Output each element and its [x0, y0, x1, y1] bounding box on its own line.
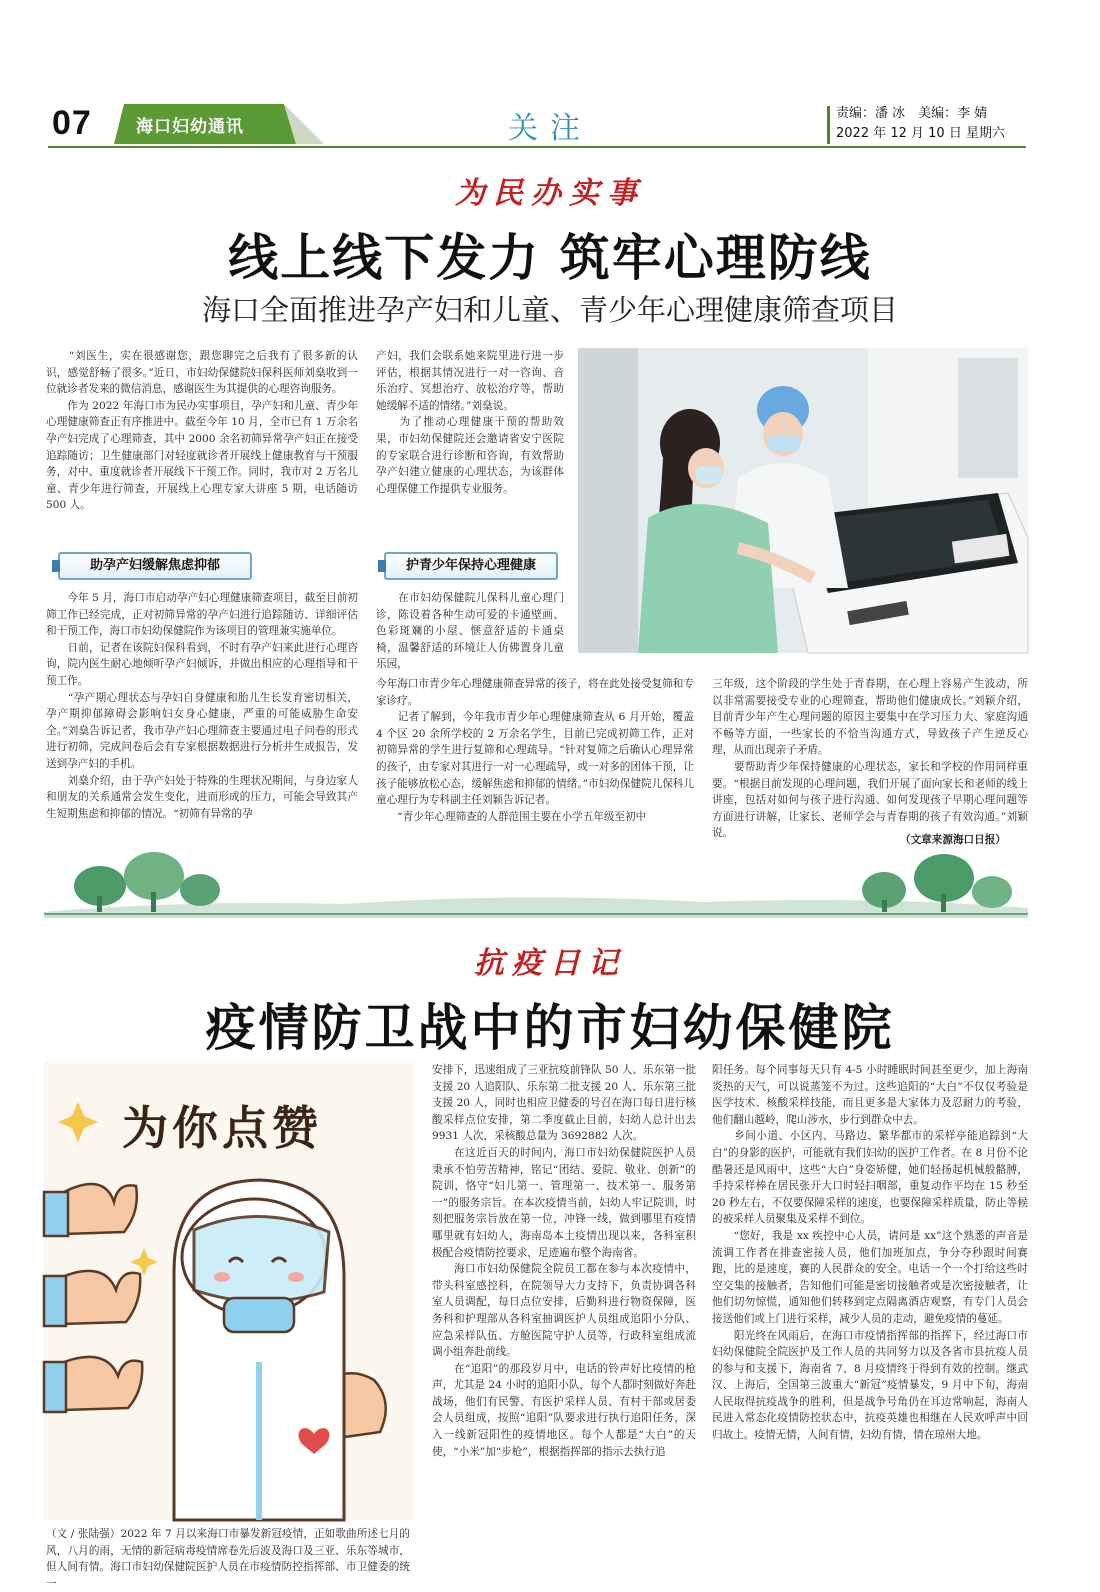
article1-col2-text: 产妇，我们会联系她来院里进行进一步评估，根据其情况进行一对一咨询、音乐治疗、冥想治疗、放松治疗等，帮助她缓解不适的情绪。”刘燊说。 为了推动心理健康干预的帮助效果，市妇幼保健院还会邀请省安宁医院的专家联合进行诊断和咨询，有效帮助孕产妇建立健康的心理状态，为该群体心理保健工作提供专业服务。	[376, 350, 564, 495]
article2-byline: （文 / 张陆强）	[46, 1528, 121, 1540]
article1-col2-text2: 在市妇幼保健院儿保科儿童心理门诊，陈设着各种生动可爱的卡通壁画、色彩斑斓的小屋、惬意舒适的卡通桌椅，温馨舒适的环境让人仿佛置身儿童乐园，	[376, 592, 564, 671]
publication-banner	[114, 104, 324, 144]
article1-subhead-2: 护青少年保持心理健康	[384, 552, 558, 580]
article1-col2-text3: 今年海口市青少年心理健康筛查异常的孩子，将在此处接受复筛和专家诊疗。 记者了解到，今年我市青少年心理健康筛查从 6 月开始，覆盖 4 个区 20 余所学校的 2 万余名学生，目前已完成初筛工作，正对初筛异常的学生进行复筛和心理疏导。“针对复筛之后确认心理异常的孩子，由专家对其进行一对一心理疏导，或一对多的团体干预，让孩子能够放松心态，缓解焦虑和抑郁的情绪。”市妇幼保健院儿保科儿童心理行为专科副主任刘颖告诉记者。 “青少年心理筛查的人群范围主要在小学五年级至初中	[376, 678, 694, 823]
article1-subhead-1: 助孕产妇缓解焦虑抑郁	[58, 552, 252, 580]
section-title: 关注	[508, 111, 592, 146]
page-number: 07	[52, 104, 92, 142]
doctor-thumbs-up-drawing	[44, 1062, 414, 1520]
illustration-caption: 为你点赞	[122, 1101, 322, 1155]
article2-col1-text	[46, 1526, 410, 1590]
tree-divider-illustration	[44, 856, 1028, 918]
editors: 责编：潘 冰 美编：李 婧	[836, 106, 988, 121]
screening-photo	[578, 348, 1028, 653]
publication-name: 海口妇幼通讯	[136, 117, 244, 137]
article1-col1-text2: 今年 5 月，海口市启动孕产妇心理健康筛查项目，截至目前初筛工作已经完成，正对初筛异常的孕产妇进行追踪随访、详细评估和干预工作，海口市妇幼保健院作为该项目的管理兼实施单位。 日前，记者在该院妇保科看到，不时有孕产妇来此进行心理咨询，院内医生耐心地倾听孕产妇倾诉，并做出相应的心理指导和干预工作。 “孕产期心理状态与孕妇自身健康和胎儿生长发育密切相关，孕产期抑郁障碍会影响妇女身心健康，严重的可能威胁生命安全。”刘燊告诉记者，我市孕产妇心理筛查主要通过电子问卷的形式进行初筛，完成问卷后会有专家根据数据进行分析并生成报告，发送到孕产妇的手机。 刘燊介绍，由于孕产妇处于特殊的生理状况期间，与身边家人和朋友的关系通常会发生变化，进而形成的压力，可能会导致其产生短期焦虑和抑郁的情况。“初筛有异常的孕	[46, 592, 358, 820]
article1-col1-text: “刘医生，实在很感谢您，跟您聊完之后我有了很多新的认识，感觉舒畅了很多。”近日，市妇幼保健院妇保科医师刘燊收到一位就诊者发来的微信消息，感谢医生为其提供的心理咨询服务。 作为 2022 年海口市为民办实事项目，孕产妇和儿童、青少年心理健康筛查正有序推进中。截至今年 10 月，全市已有 1 万余名孕产妇完成了心理筛查，其中 2000 余名初筛异常孕产妇正在接受追踪随访；卫生健康部门对轻度就诊者开展线上健康教育与干预服务，对中、重度就诊者开展线下干预工作。同时，我市对 2 万名儿童、青少年进行筛查，开展线上心理专家大讲座 5 期，电话随访 500 人。	[46, 350, 358, 512]
article1-title: 线上线下发力 筑牢心理防线	[228, 229, 872, 287]
article1-subtitle: 海口全面推进孕产妇和儿童、青少年心理健康筛查项目	[201, 293, 898, 327]
issue-date: 2022 年 12 月 10 日 星期六	[836, 126, 1005, 141]
article1-source: （文章来源海口日报）	[900, 834, 1006, 846]
article2-col2-text: 安排下，迅速组成了三亚抗疫前锋队 50 人、乐东第一批支援 20 人追阳队、乐东第二批支援 20 人、乐东第三批支援 20 人，同时也相应卫健委的号召在海口每日进行核酸采样点位安排，第二季度截止目前，妇幼人总计出去 9931 人次，采核酸总量为 3692882 人次。 在这近百天的时间内，海口市妇幼保健院医护人员秉承不怕劳苦精神，铭记“团结、爱院、敬业、创新”的院训，恪守“妇儿第一、管理第一、技术第一、服务第一”的服务宗旨。在本次疫情当前，妇幼人牢记院训，时刻把服务宗旨放在第一位，冲锋一线，做到哪里有疫情哪里就有妇幼人，海南岛本土疫情出现以来，各科室积极配合疫情防控要求，足迹遍布整个海南省。 海口市妇幼保健院全院员工都在参与本次疫情中，带头科室感控科，在院领导大力支持下，负责协调各科室人员调配，每日点位安排，后勤科进行物资保障，医务科和护理部从各科室抽调医护人员组成追阳小分队、应急采样队伍、方舱医院守护人员等，行政科室组成流调小组奔赴前线。 在“追阳”的那段岁月中，电话的铃声好比疫情的枪声，尤其是 24 小时的追阳小队，每个人都时刻做好奔赴战场，他们有民警、有医护采样人员、有村干部或居委会人员组成，按照“追阳”队要求进行执行追阳任务，深入一线新冠阳性的疫情地区。每个人都是“大白”的天使，“小米”加“步枪”，根据指挥部的指示去执行追	[432, 1064, 696, 1458]
header-rule	[48, 146, 1026, 148]
praise-illustration	[44, 1062, 414, 1520]
article1-col3-text: 三年级，这个阶段的学生处于青春期，在心理上容易产生波动，所以非常需要接受专业的心理筛查，帮助他们健康成长。”刘颖介绍，目前青少年产生心理问题的原因主要集中在学习压力大、家庭沟通不畅等方面，一些家长的不恰当沟通方式，导致孩子产生逆反心理，从而出现亲子矛盾。 要帮助青少年保持健康的心理状态，家长和学校的作用同样重要。“根据目前发现的心理问题，我们开展了面向家长和老师的线上讲座，包括对如何与孩子进行沟通、如何发现孩子早期心理问题等方面进行讲解，让家长、老师学会与青春期的孩子有效沟通。”刘颖说。	[712, 678, 1028, 840]
article2-col1-body: 2022 年 7 月以来海口市暴发新冠疫情，正如歌曲所述七月的风，八月的雨，无情的新冠病毒疫情席卷先后波及海口及三亚、乐东等城市，但人间有情。海口市妇幼保健院医护人员在市疫情防控指挥部、市卫健委的统一	[46, 1528, 410, 1590]
article1-kicker: 为民办实事	[455, 176, 645, 211]
article2-kicker: 抗疫日记	[474, 946, 626, 981]
article2-title: 疫情防卫战中的市妇幼保健院	[205, 999, 895, 1057]
section-divider	[44, 856, 1028, 918]
editor-bar	[827, 106, 830, 144]
editor-info	[836, 104, 1005, 144]
screening-photo-illustration	[578, 348, 1028, 653]
article2-col3-text: 阳任务。每个同事每天只有 4-5 小时睡眠时间甚至更少，加上海南炎热的天气，可以说蒸笼不为过。这些追阳的“大白”不仅仅考验是医学技术、核酸采样技能，而且更多是大家体力及忍耐力的考验，他们翻山越岭，爬山涉水，步行到群众中去。 乡间小道、小区内、马路边、繁华都市的采样亭能追踪到“大白”的身影的医护，可能就有我们妇幼的医护工作者。在 8 月份不论酷暑还是风雨中，这些“大白”身姿矫健，她们轻扬起机械般骼膊，手持采样棒在居民张开大口时轻扫咽部，重复动作平均在 15 秒至 20 秒左右，不仅要保障采样的速度，也要保障采样质量，防止等候的被采样人员聚集及采样不到位。 “您好，我是 xx 疾控中心人员，请问是 xx”这个熟悉的声音是流调工作者在排查密接人员，他们加班加点，争分夺秒跟时间赛跑，比的是速度，赛的人民群众的安全。电话一个一个打给这些时空交集的接触者，告知他们可能是密切接触者或是次密接触者，让他们切勿惊慌，通知他们转移到定点隔离酒店观察，有专门人员会接送他们或上门进行采样，减少人员的走动，避免疫情的蔓延。 阳光终在风雨后，在海口市疫情指挥部的指挥下，经过海口市妇幼保健院全院医护及工作人员的共同努力以及各省市县抗疫人员的参与和支援下，海南省 7、8 月疫情终于得到有效的控制。继武汉、上海后，全国第三波重大“新冠”疫情暴发，9 月中下旬，海南人民取得抗疫战争的胜利，但是战争号角仍在耳边常响起，海南人民进入常态化疫情防控状态中，抗疫英雄也相继在人民欢呼声中回归故土。疫情无情，人间有情，妇幼有情，情在琼州大地。	[712, 1064, 1028, 1442]
